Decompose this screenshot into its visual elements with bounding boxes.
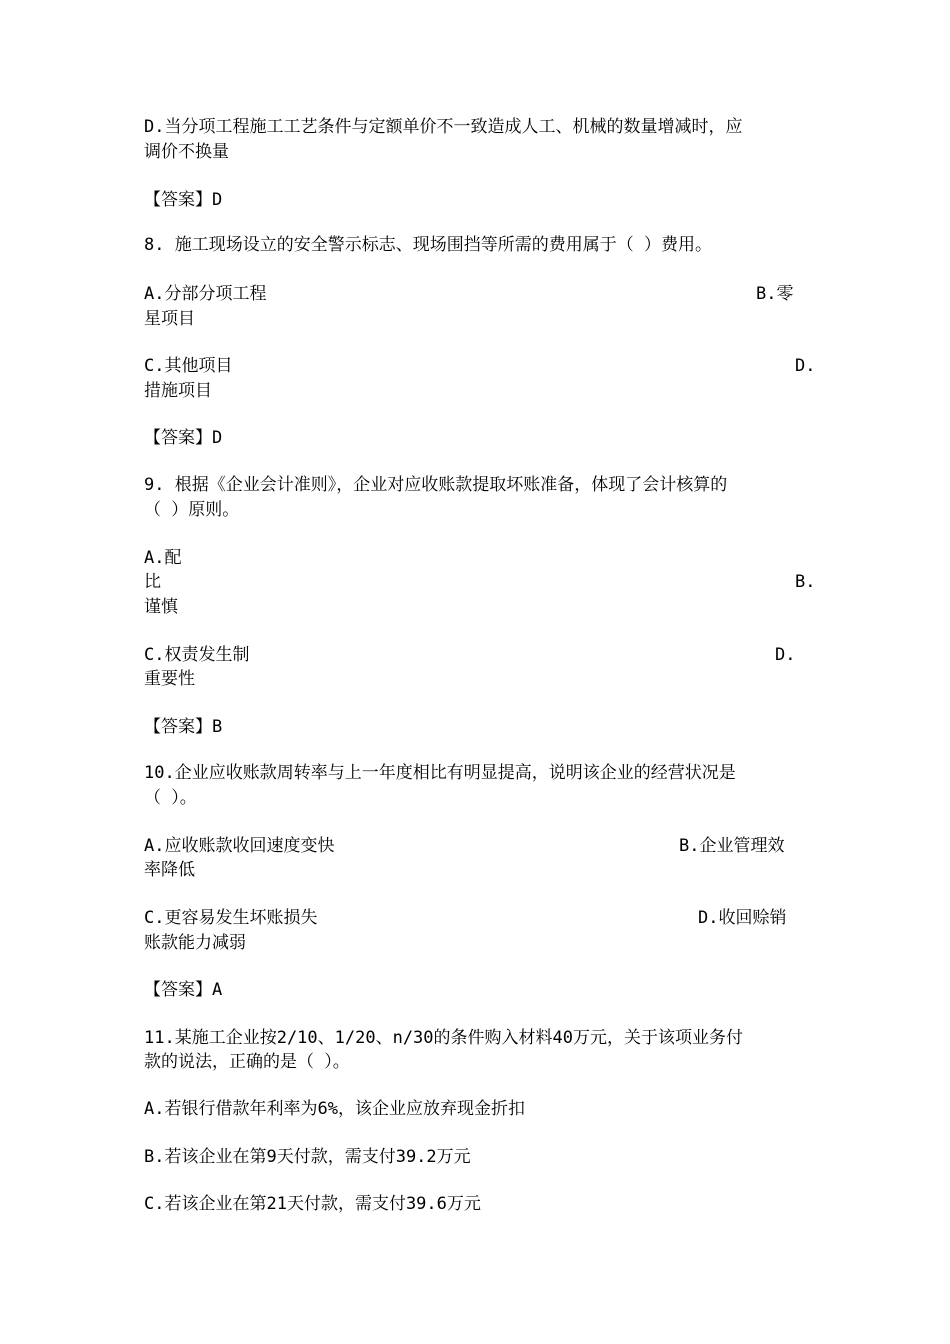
- q10-option-b-tail: 率降低: [144, 860, 195, 880]
- q10-option-b-head: B.企业管理效: [679, 836, 785, 856]
- q11-question-line1: 11.某施工企业按2/10、1/20、n/30的条件购入材料40万元，关于该项业务付: [144, 1028, 743, 1048]
- q8-option-b-tail: 星项目: [144, 309, 195, 329]
- q11-option-a: A.若银行借款年利率为6%，该企业应放弃现金折扣: [144, 1099, 525, 1119]
- q9-option-b-tail: 谨慎: [144, 597, 178, 617]
- q9-question-line2: （ ）原则。: [144, 500, 240, 520]
- q8-answer: 【答案】D: [144, 428, 223, 448]
- q8-option-b-head: B.零: [756, 284, 794, 304]
- q9-question-line1: 9. 根据《企业会计准则》，企业对应收账款提取坏账准备，体现了会计核算的: [144, 475, 728, 495]
- q9-option-d-head: D.: [775, 645, 796, 665]
- q9-option-a-head: A.配: [144, 548, 182, 568]
- q10-option-d-head: D.收回赊销: [698, 908, 787, 928]
- q10-question-line2: （ ）。: [144, 788, 197, 808]
- q8-option-c: C.其他项目: [144, 356, 233, 376]
- q10-option-d-tail: 账款能力减弱: [144, 933, 246, 953]
- q9-answer: 【答案】B: [144, 717, 223, 737]
- q9-option-c: C.权责发生制: [144, 645, 250, 665]
- q9-option-a-tail: 比: [144, 572, 161, 592]
- q7-option-d-line2: 调价不换量: [144, 142, 229, 162]
- q8-question: 8. 施工现场设立的安全警示标志、现场围挡等所需的费用属于（ ）费用。: [144, 235, 712, 255]
- q9-option-b-head: B.: [795, 572, 816, 592]
- q10-answer: 【答案】A: [144, 980, 223, 1000]
- q10-option-a: A.应收账款收回速度变快: [144, 836, 335, 856]
- q7-answer: 【答案】D: [144, 190, 223, 210]
- q8-option-a: A.分部分项工程: [144, 284, 267, 304]
- q8-option-d-head: D.: [795, 356, 816, 376]
- q7-option-d-line1: D.当分项工程施工工艺条件与定额单价不一致造成人工、机械的数量增减时，应: [144, 117, 743, 137]
- q10-question-line1: 10.企业应收账款周转率与上一年度相比有明显提高，说明该企业的经营状况是: [144, 763, 736, 783]
- q11-option-b: B.若该企业在第9天付款，需支付39.2万元: [144, 1147, 471, 1167]
- q8-option-d-tail: 措施项目: [144, 381, 212, 401]
- q11-question-line2: 款的说法，正确的是（ ）。: [144, 1052, 350, 1072]
- q10-option-c: C.更容易发生坏账损失: [144, 908, 318, 928]
- q11-option-c: C.若该企业在第21天付款，需支付39.6万元: [144, 1194, 481, 1214]
- q9-option-d-tail: 重要性: [144, 669, 195, 689]
